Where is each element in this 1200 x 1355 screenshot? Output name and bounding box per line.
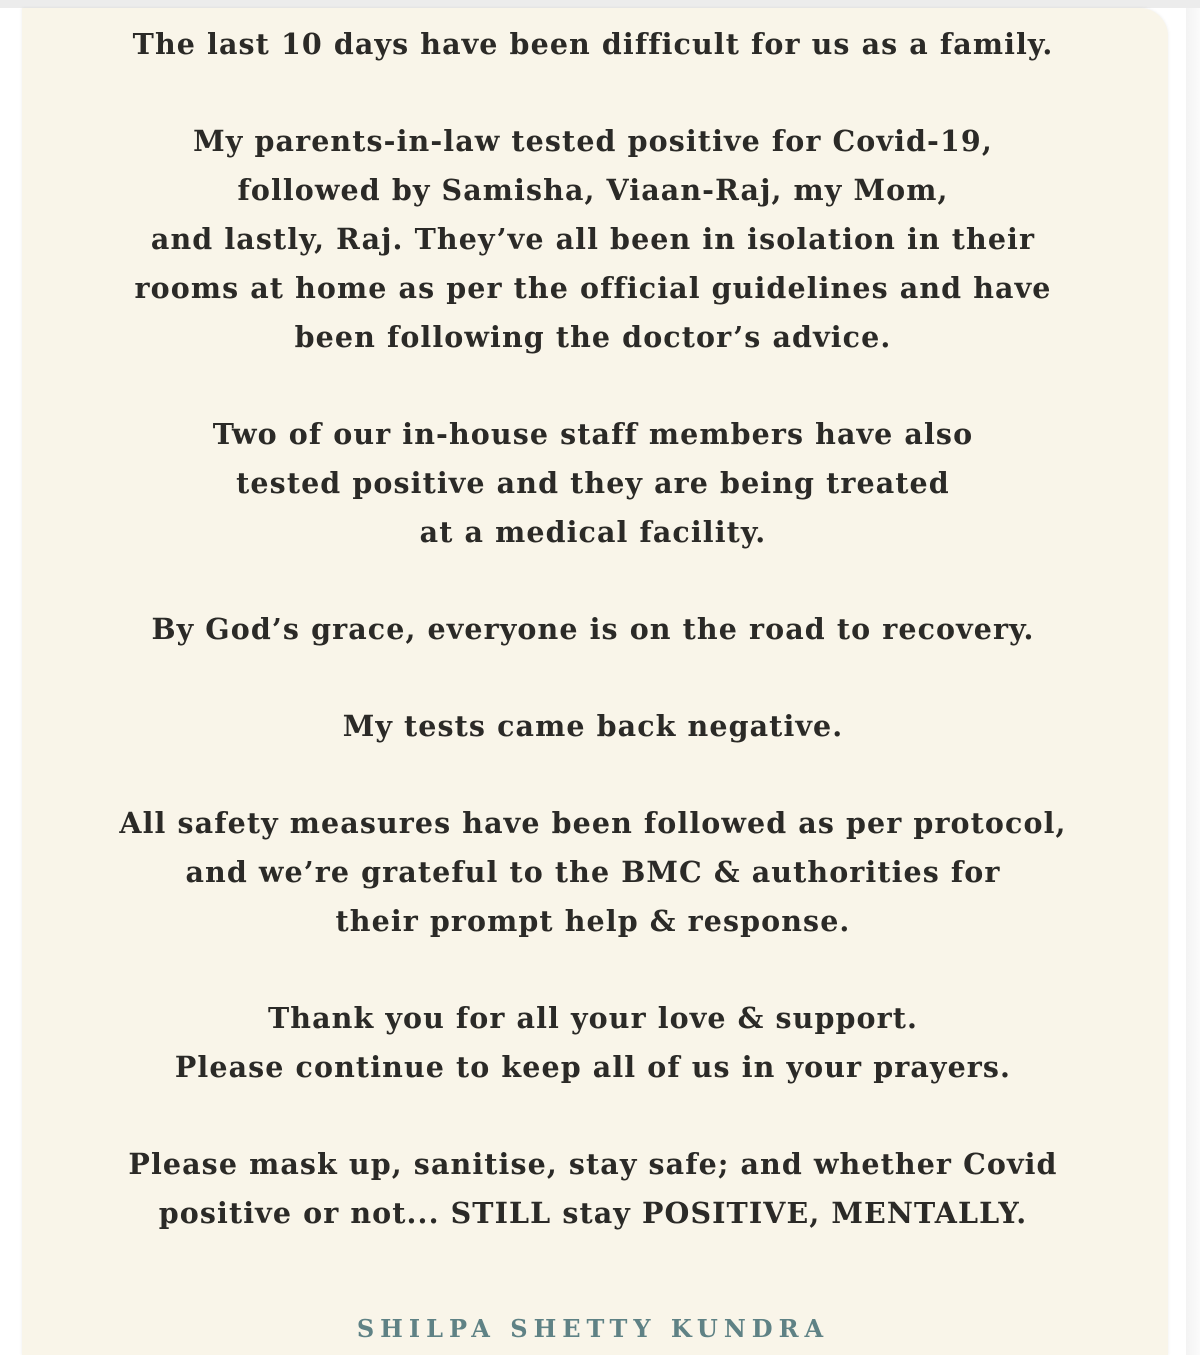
paragraph-2 (0, 117, 1186, 362)
text-line: and lastly, Raj. They’ve all been in isolation in their (150, 222, 1036, 256)
text-line: their prompt help & response. (335, 904, 851, 938)
statement-text (0, 20, 1186, 1286)
text-line: Two of our in-house staff members have also (212, 417, 974, 451)
paragraph-3 (0, 410, 1186, 557)
signature: SHILPA SHETTY KUNDRA (356, 1314, 830, 1343)
text-line: My tests came back negative. (342, 709, 844, 743)
paragraph-6 (0, 799, 1186, 946)
paragraph-5 (0, 702, 1186, 751)
paragraph-4 (0, 605, 1186, 654)
text-line: Thank you for all your love & support. (267, 1001, 919, 1035)
paragraph-1 (0, 20, 1186, 69)
text-line: at a medical facility. (419, 515, 767, 549)
text-line: By God’s grace, everyone is on the road to recovery. (151, 612, 1035, 646)
paragraph-8 (0, 1140, 1186, 1238)
text-line: The last 10 days have been difficult for us as a family. (132, 27, 1054, 61)
text-line: tested positive and they are being treated (236, 466, 950, 500)
text-line: and we’re grateful to the BMC & authorities for (185, 855, 1001, 889)
text-line: My parents-in-law tested positive for Covid-19, (193, 124, 993, 158)
text-line: rooms at home as per the official guidelines and have (134, 271, 1052, 305)
text-line: followed by Samisha, Viaan-Raj, my Mom, (237, 173, 949, 207)
text-line: positive or not... STILL stay POSITIVE, MENTALLY. (158, 1196, 1028, 1230)
text-line: All safety measures have been followed as per protocol, (119, 806, 1067, 840)
text-line: Please continue to keep all of us in your prayers. (174, 1050, 1012, 1084)
top-strip (0, 0, 1200, 8)
text-line: Please mask up, sanitise, stay safe; and whether Covid (128, 1147, 1058, 1181)
paragraph-7 (0, 994, 1186, 1092)
right-edge (1186, 8, 1200, 1355)
text-line: been following the doctor’s advice. (294, 320, 892, 354)
